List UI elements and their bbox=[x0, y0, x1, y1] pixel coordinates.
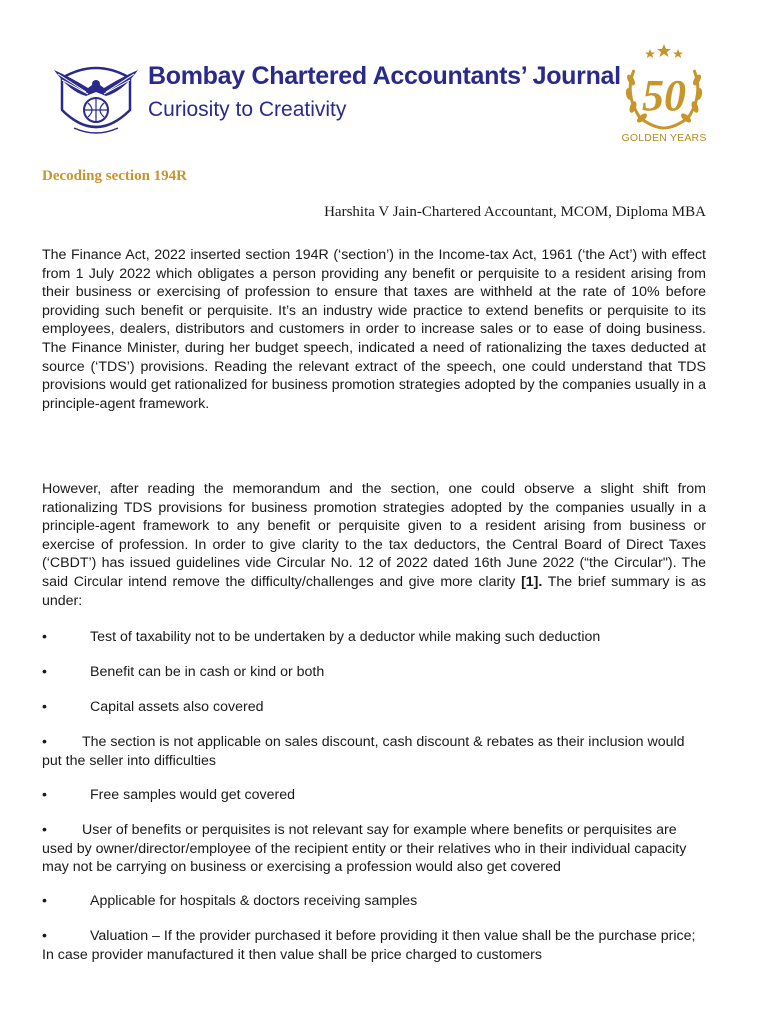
article-author: Harshita V Jain-Chartered Accountant, MCOM, Diploma MBA bbox=[324, 204, 706, 220]
paragraph-circular-text: However, after reading the memorandum and the section, one could observe a slight shift from rationalizing TDS provisions for business promotion strategies adopted by the companies usually in a principle-agent framework to any benefit or perquisite given to a resident arising from business or exercise of profession. In order to give clarity to the tax deductors, the Central Board of Direct Taxes (‘CBDT’) has issued guidelines vide Circular No. 12 of 2022 dated 16th June 2022 (“the Circular"). The said Circular intend remove the difficulty/challenges and give more clarity bbox=[42, 481, 706, 590]
anniversary-number: 50 bbox=[642, 71, 686, 120]
paragraph-intro: The Finance Act, 2022 inserted section 194R (‘section’) in the Income-tax Act, 1961 (‘the Act’) with effect from 1 July 2022 which obligates a person providing any benefit or perquisite to a resident arising from their business or exercising of profession to ensure that taxes are withheld at the rate of 10% before providing such benefit or perquisite. It’s an industry wide practice to extend benefits or perquisite to its employees, dealers, distributors and customers in order to increase sales or to ease of doing business. The Finance Minister, during her budget speech, indicated a need of rationalizing the taxes deducted at source (‘TDS’) provisions. Reading the relevant extract of the speech, one could understand that TDS provisions would get rationalized for business promotion strategies adopted by the companies usually in a principle-agent framework. bbox=[42, 247, 706, 412]
list-item bbox=[42, 927, 706, 964]
list-item bbox=[42, 628, 706, 647]
bullet-symbol: • bbox=[42, 664, 47, 680]
list-item-text: Applicable for hospitals & doctors receiving samples bbox=[90, 893, 418, 909]
list-item-text: Free samples would get covered bbox=[90, 787, 296, 803]
bullet-symbol: • bbox=[42, 787, 47, 803]
bullet-symbol: • bbox=[42, 928, 47, 944]
paragraph-circular bbox=[42, 480, 706, 610]
list-item-text: The section is not applicable on sales discount, cash discount & rebates as their inclusion would put the seller into difficulties bbox=[42, 734, 685, 769]
bullet-symbol: • bbox=[42, 893, 47, 909]
list-item-text: User of benefits or perquisites is not relevant say for example where benefits or perquisites are used by owner/director/employee of the recipient entity or their relatives who in their individual capacity may not be carrying on business or exercising a profession would also get covered bbox=[42, 822, 687, 876]
summary-intro: The brief summary is as under: bbox=[42, 573, 707, 609]
article-title: Decoding section 194R bbox=[42, 168, 187, 184]
bullet-symbol: • bbox=[42, 629, 47, 645]
golden-years-badge bbox=[604, 40, 724, 150]
list-item bbox=[42, 733, 706, 770]
list-item-text: Valuation – If the provider purchased it before providing it then value shall be the purchase price; In case provider manufactured it then value shall be price charged to customers bbox=[42, 928, 696, 963]
journal-header bbox=[44, 40, 724, 150]
list-item bbox=[42, 663, 706, 682]
list-item-text: Test of taxability not to be undertaken by a deductor while making such deduction bbox=[90, 629, 601, 645]
journal-title: Bombay Chartered Accountants’ Journal bbox=[148, 62, 621, 90]
bca-eagle-emblem-icon bbox=[52, 48, 140, 144]
reference-marker: [1]. bbox=[521, 573, 543, 590]
list-item bbox=[42, 892, 706, 911]
journal-tagline: Curiosity to Creativity bbox=[148, 98, 347, 121]
bullet-symbol: • bbox=[42, 822, 47, 838]
list-item bbox=[42, 698, 706, 717]
list-item bbox=[42, 786, 706, 805]
laurel-wreath-icon bbox=[604, 40, 724, 132]
bullet-symbol: • bbox=[42, 734, 47, 750]
list-item-text: Benefit can be in cash or kind or both bbox=[90, 664, 325, 680]
list-item-text: Capital assets also covered bbox=[90, 699, 264, 715]
golden-years-label: GOLDEN YEARS bbox=[621, 132, 707, 144]
bullet-symbol: • bbox=[42, 699, 47, 715]
list-item bbox=[42, 821, 706, 877]
